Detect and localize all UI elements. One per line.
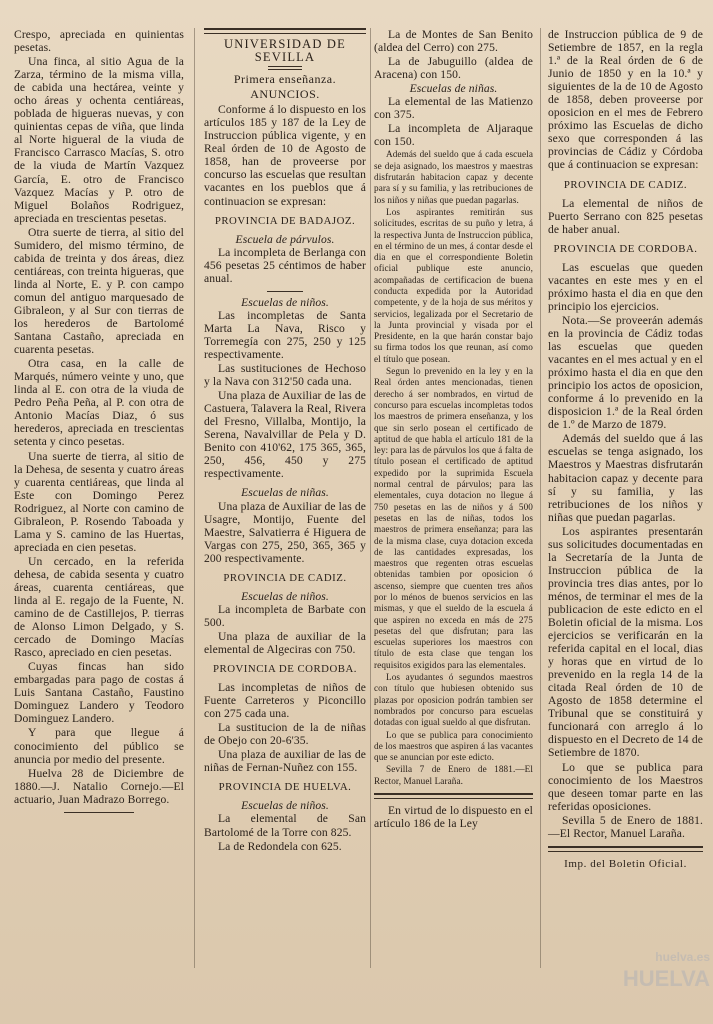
- paragraph: Y para que llegue á conocimiento del público se anuncia por medio del presente.: [14, 726, 184, 766]
- paragraph: Segun lo prevenido en la ley y en la Real órden antes mencionadas, tienen derecho á ser nombrados, en virtud de concurso para escuelas incompletas todos los maestros de primera enseñanza, y los que sin serlo posean el certificado de aptitud de que habla el artículo 181 de la ley: para las de párvulos los que á falta de título posean el certificado de aptitud expedido por la suprimida Escuela normal central de párvulos; para las elementales, cuya dotacion no llegue á 750 pesetas en las de niños y á 500 pesetas en las de niñas, todos los maestros de primera enseñanza; para las de la misma clase, cuya dotacion exceda de las cantidades expresadas, los maestros que regenten otras escuelas obtenidas tambien por oposicion ó ascenso, siempre que cuenten tres años por lo ménos de buenos servicios en las mismas, y que el sueldo de la escuela á que aspiren no exceda en más de 275 pesetas del que disfrutan; para las escuelas superiores los maestros con título de esta clase que tengan los requisitos exigidos para las elementales.: [374, 366, 533, 670]
- paragraph: La elemental de niños de Puerto Serrano con 825 pesetas de haber anual.: [548, 196, 703, 236]
- paragraph: Otra casa, en la calle de Marqués, número veinte y uno, que linda al E. con otra de la viuda de Pedro Peña Peña, al P. con otra de Antonio Macías Diaz, ó sus herederos, apreciada en trescientas setenta y cinco pesetas.: [14, 357, 184, 449]
- paragraph: Un cercado, en la referida dehesa, de cabida sesenta y cuatro áreas, cuarenta centiáreas, que linda al E. regajo de la Fuente, N. camino de de Castillejos, P. tierras de Alonso Limon Delgado, y S. cercado de Domingo Macías Rasco, apreciado en cien pesetas.: [14, 554, 184, 660]
- paragraph: La sustitucion de la de niñas de Obejo con 20-6'35.: [204, 721, 366, 748]
- paragraph: La de Jabuguillo (aldea de Aracena) con 150.: [374, 55, 533, 82]
- province-heading-badajoz: PROVINCIA DE BADAJOZ.: [214, 214, 356, 227]
- province-heading-cordoba: PROVINCIA DE CORDOBA.: [553, 242, 698, 255]
- signature-paragraph: Sevilla 5 de Enero de 1881.—El Rector, Manuel Laraña.: [548, 813, 703, 840]
- province-heading-huelva: PROVINCIA DE HUELVA.: [218, 781, 352, 794]
- paragraph: de Instruccion pública de 9 de Setiembre de 1857, en la regla 1.ª de la Real órden de 6 de Junio de 1850 y en la 10.ª y siguientes de la de 10 de Agosto de 1858, deben proveerse por oposicion en el mes de Febrero próximo las Escuelas de dicho sexo que corresponden á las provincias de Cádiz y Córdoba que á continuacion se expresan:: [548, 28, 703, 172]
- subheading-ninas: Escuelas de niñas.: [409, 82, 498, 96]
- province-heading-cadiz: PROVINCIA DE CADIZ.: [563, 178, 688, 191]
- signature-paragraph: Huelva 28 de Diciembre de 1880.—J. Natalio Cornejo.—El actuario, Juan Madrazo Borrego.: [14, 766, 184, 806]
- subheading-ninos-cadiz: Escuelas de niños.: [241, 589, 329, 603]
- paragraph: Además del sueldo que á las escuelas se tenga asignado, los Maestros y Maestras disfrutarán habitacion capaz y decente para sí y su familia, y las retribuciones de los niños y niñas que puedan pagarlas.: [548, 432, 703, 524]
- short-rule: [267, 291, 303, 292]
- paragraph: Además del sueldo que á cada escuela se deja asignado, los maestros y maestras disfrutarán habitacion capaz y decente para sí y su familia, y las retribuciones de los niños y niñas que puedan pagarlas.: [374, 149, 533, 205]
- section-heading: Primera enseñanza.: [233, 72, 337, 87]
- section-rule: [374, 793, 533, 799]
- ornament-rule: [268, 66, 302, 70]
- note-paragraph: Nota.—Se proveerán además en la provincia de Cádiz todas las escuelas que queden vacantes en el mes actual y en el próximo hasta el dia en que den principio los actos de oposicion, conforme á lo prevenido en la disposicion 1.ª de la Real órden de 1.º de Marzo de 1879.: [548, 313, 703, 432]
- paragraph: Una finca, al sitio Agua de la Zarza, término de la misma villa, de cabida una hectárea, veinte y ocho áreas y ochenta centiáreas, poblada de higueras nuevas, y con quinientas cepas de viña, que linda al Norte higueral de la viuda de Francisco Carrasco Macías, S. otro de la viuda de Martín Vazquez García, E. otro de Francisco Vazquez Macías y P. otro de Miguel Bolaños Rodriguez, apreciada en trescientas pesetas.: [14, 55, 184, 225]
- paragraph: La elemental de San Bartolomé de la Torre con 825.: [204, 812, 366, 839]
- paragraph: Una plaza de Auxiliar de las de Castuera, Talavera la Real, Rivera del Fresno, Villalba, Montijo, la Serena, Navalvillar de Pela y D. Benito con 410'62, 175 365, 365, 250, 456, 450 y 275 respectivamente.: [204, 389, 366, 481]
- paragraph: Las incompletas de niños de Fuente Carreteros y Piconcillo con 275 cada una.: [204, 681, 366, 721]
- column-divider: [540, 28, 541, 968]
- paragraph: En virtud de lo dispuesto en el artículo 186 de la Ley: [374, 804, 533, 831]
- paragraph: La incompleta de Berlanga con 456 pesetas 25 céntimos de haber anual.: [204, 245, 366, 285]
- end-rule: [64, 812, 134, 813]
- paragraph: Una plaza de auxiliar de las de niñas de Fernan-Nuñez con 155.: [204, 748, 366, 775]
- archive-watermark: [570, 946, 710, 992]
- subheading-ninas: Escuelas de niñas.: [241, 486, 329, 500]
- paragraph: La incompleta de Aljaraque con 150.: [374, 122, 533, 149]
- printer-imprint: Imp. del Boletin Oficial.: [564, 857, 687, 870]
- paragraph: Cuyas fincas han sido embargadas para pago de costas á Luis Santana Castaño, Faustino Dominguez Landero y Teodoro Dominguez Landero.: [14, 660, 184, 726]
- paragraph: Las sustituciones de Hechoso y la Nava con 312'50 cada una.: [204, 362, 366, 389]
- column-divider: [370, 28, 371, 968]
- column-4: [548, 28, 703, 871]
- paragraph: La de Redondela con 625.: [218, 839, 342, 853]
- province-heading-cordoba: PROVINCIA DE CORDOBA.: [213, 663, 357, 676]
- anuncios-heading: ANUNCIOS.: [250, 87, 320, 102]
- paragraph: Los ayudantes ó segundos maestros con título que hubiesen obtenido sus plazas por oposicion podrán tambien ser nombrados por concurso para escuelas dotadas con igual sueldo al que disfrutan.: [374, 672, 533, 728]
- paragraph: La elemental de las Matienzo con 375.: [374, 95, 533, 122]
- university-heading: UNIVERSIDAD DE SEVILLA: [223, 37, 346, 65]
- paragraph: Una suerte de tierra, al sitio de la Dehesa, de sesenta y cuatro áreas y cuarenta centiáreas, que linda al Este con Domingo Perez Rodriguez, al Norte con camino de Gibraleon, P. Rosendo Taboada y Lama y S. camino de las Huertas, apreciada en cien pesetas.: [14, 449, 184, 554]
- subheading-ninos-huelva: Escuelas de niños.: [241, 799, 329, 813]
- paragraph: Lo que se publica para conocimiento de los maestros que aspiren á las vacantes que se anuncian por este edicto.: [374, 729, 533, 763]
- paragraph: La incompleta de Barbate con 500.: [204, 602, 366, 629]
- paragraph: La de Montes de San Benito (aldea del Cerro) con 275.: [374, 28, 533, 55]
- masthead-rule: [204, 28, 366, 34]
- paragraph: Crespo, apreciada en quinientas pesetas.: [14, 28, 184, 55]
- signature-paragraph: Sevilla 7 de Enero de 1881.—El Rector, Manuel Laraña.: [374, 764, 533, 786]
- intro-paragraph: Conforme á lo dispuesto en los artículos 185 y 187 de la Ley de Instruccion pública vigente, y en Real órden de 10 de Agosto de 1858, han de proveerse por concurso las escuelas que resultan vacantes en los pueblos que á continuacion se expresan:: [204, 103, 366, 208]
- small-print-block: [374, 149, 533, 787]
- paragraph: Una plaza de Auxiliar de las de Usagre, Montijo, Fuente del Maestre, Salvatierra é Higuera de Vargas con 275, 250, 365, 365 y 200 respectivamente.: [204, 499, 366, 565]
- column-2: [204, 28, 366, 854]
- paragraph: Otra suerte de tierra, al sitio del Sumidero, del mismo término, de cabida de treinta y dos áreas, diez centiáreas, con treinta higueras, que linda al Norte, E. y P. con campo comun del antiguo marquesado de Gibraleon, y al Sur con tierras de los herederos de Bartolomé Santana Castaño, apreciada en cuarenta pesetas.: [14, 225, 184, 357]
- subheading-ninos: Escuelas de niños.: [241, 295, 329, 309]
- paragraph: Los aspirantes remitirán sus solicitudes, escritas de su puño y letra, á la respectiva Junta de Instruccion pública, en el término de un mes, á contar desde el dia en que el correspondiente Boletin oficial publique este anuncio, acompañadas de certificacion de buena conducta expedida por la Autoridad competente, y de la hoja de sus méritos y servicios, legalizada por el Secretario de la Junta provincial y visada por el Presidente, en la que harán constar bajo su firma todos los que reunan, así como el título que posean.: [374, 206, 533, 364]
- column-3: [374, 28, 533, 831]
- watermark-text: HUELVA: [622, 966, 710, 991]
- column-divider: [194, 28, 195, 968]
- column-1: [14, 28, 184, 817]
- imprint-rule: [548, 846, 703, 852]
- paragraph: Las incompletas de Santa Marta La Nava, Risco y Torremegía con 275, 250 y 125 respectivamente.: [204, 308, 366, 361]
- province-heading-cadiz: PROVINCIA DE CADIZ.: [223, 571, 347, 584]
- paragraph: Lo que se publica para conocimiento de los Maestros que deseen tomar parte en las referidas oposiciones.: [548, 760, 703, 813]
- paragraph: Una plaza de auxiliar de la elemental de Algeciras con 750.: [204, 629, 366, 656]
- subheading-parvulos: Escuela de párvulos.: [235, 232, 335, 246]
- watermark-url: huelva.es: [655, 950, 710, 964]
- paragraph: Los aspirantes presentarán sus solicitudes documentadas en la Secretaría de la Junta de Instruccion pública de la provincia tres dias antes, por lo ménos, de terminar el mes de la publicacion de este edicto en el Boletin oficial de la misma. Los ejercicios se verificarán en la referida capital en el local, dias y horas que en virtud de lo prevenido en la regla 14 de la citada Real órden de 10 de Agosto de 1858 determine el Tribunal que se constituirá y funcionará con arreglo á lo dispuesto en el Decreto de 14 de Setiembre de 1870.: [548, 524, 703, 760]
- paragraph: Las escuelas que queden vacantes en este mes y en el próximo hasta el dia en que den principio los ejercicios.: [548, 260, 703, 313]
